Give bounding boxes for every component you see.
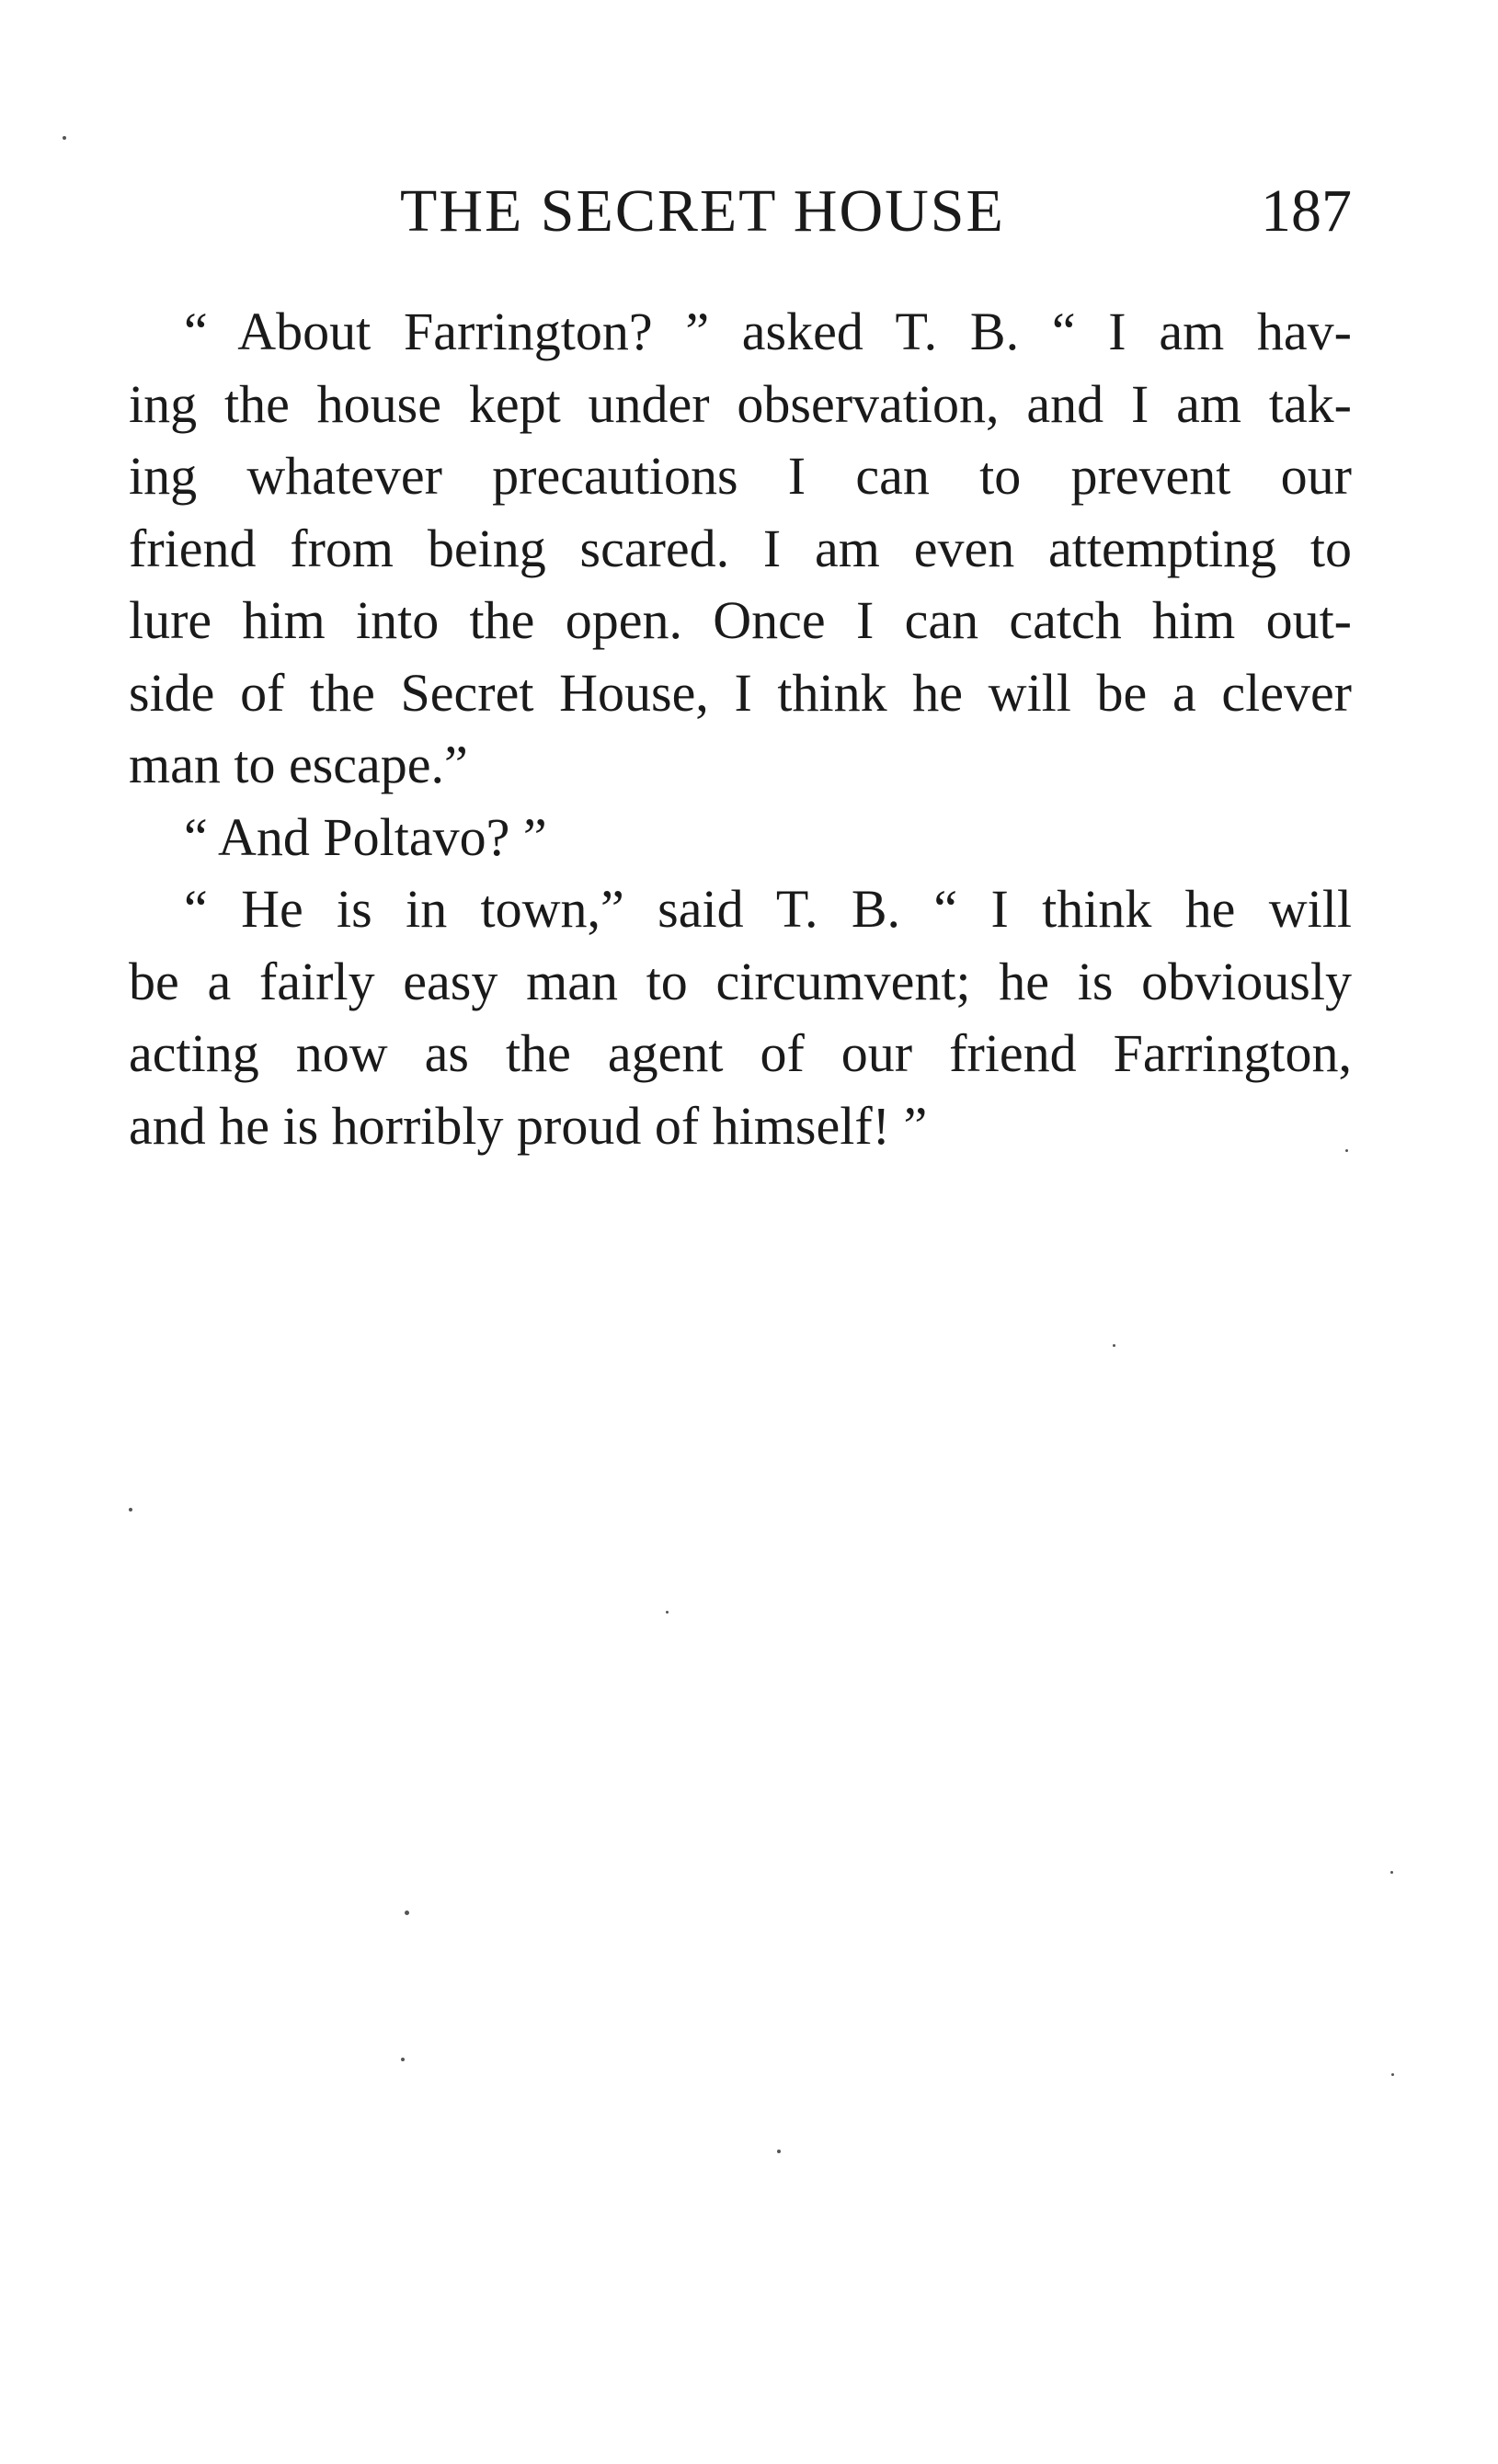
text-line: “ About Farrington? ” asked T. B. “ I am hav- <box>184 302 1352 361</box>
scan-speck <box>405 1911 409 1915</box>
scan-speck <box>777 2150 781 2153</box>
text-line: “ And Poltavo? ” <box>184 806 547 867</box>
scan-speck <box>1391 2073 1394 2076</box>
text-line: be a fairly easy man to circumvent; he is obviously <box>129 951 1352 1011</box>
scan-speck <box>1390 1871 1393 1874</box>
scan-speck <box>1345 1149 1348 1152</box>
text-line: friend from being scared. I am even attempting to <box>129 518 1352 578</box>
scan-speck <box>666 1611 669 1614</box>
text-line: man to escape.” <box>129 735 468 794</box>
text-line: acting now as the agent of our friend Farrington, <box>129 1023 1352 1083</box>
text-line: “ He is in town,” said T. B. “ I think he will <box>184 879 1352 939</box>
text-line: ing the house kept under observation, and I am tak- <box>129 373 1352 434</box>
body-text <box>129 296 1352 1162</box>
text-line: lure him into the open. Once I can catch him out- <box>129 590 1352 650</box>
running-title: THE SECRET HOUSE <box>400 177 1005 245</box>
text-line: and he is horribly proud of himself! ” <box>129 1095 928 1156</box>
text-line: side of the Secret House, I think he will be a clever <box>129 662 1352 723</box>
page-number: 187 <box>1261 177 1352 245</box>
scan-speck <box>1113 1344 1115 1347</box>
text-line: ing whatever precautions I can to prevent our <box>129 446 1352 506</box>
scan-speck <box>63 136 66 140</box>
scan-speck <box>129 1508 132 1511</box>
running-header <box>129 175 1352 248</box>
scan-speck <box>401 2058 405 2061</box>
